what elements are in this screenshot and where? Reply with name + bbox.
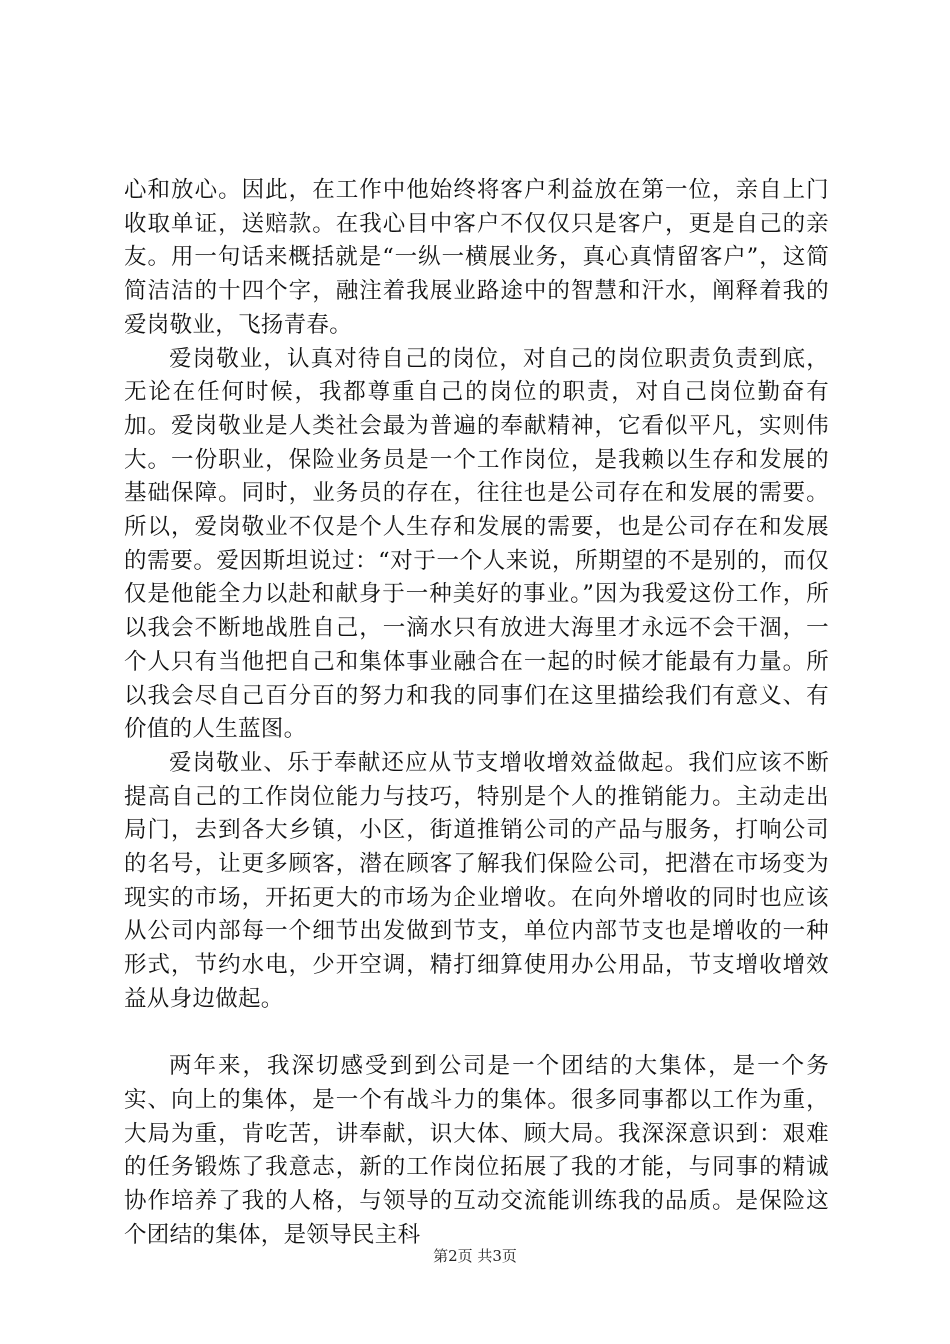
paragraph-2: 爱岗敬业，认真对待自己的岗位，对自己的岗位职责负责到底，无论在任何时候，我都尊重自己的岗位的职责，对自己岗位勤奋有加。爱岗敬业是人类社会最为普遍的奉献精神，它看似平凡，实则伟大。一份职业，保险业务员是一个工作岗位，是我赖以生存和发展的基础保障。同时，业务员的存在，往往也是公司存在和发展的需要。所以，爱岗敬业不仅是个人生存和发展的需要，也是公司存在和发展的需要。爱因斯坦说过：“对于一个人来说，所期望的不是别的，而仅仅是他能全力以赴和献身于一种美好的事业。”因为我爱这份工作，所以我会不断地战胜自己，一滴水只有放进大海里才永远不会干涸，一个人只有当他把自己和集体事业融合在一起的时候才能最有力量。所以我会尽自己百分百的努力和我的同事们在这里描绘我们有意义、有价值的人生蓝图。 <box>124 345 829 743</box>
paragraph-4: 两年来，我深切感受到到公司是一个团结的大集体，是一个务实、向上的集体，是一个有战斗力的集体。很多同事都以工作为重，大局为重，肯吃苦，讲奉献，识大体、顾大局。我深深意识到：艰难的任务锻炼了我意志，新的工作岗位拓展了我的才能，与同事的精诚协作培养了我的人格，与领导的互动交流能训练我的品质。是保险这个团结的集体，是领导民主科 <box>124 1053 829 1248</box>
paragraph-gap <box>124 1017 829 1051</box>
paragraph-3: 爱岗敬业、乐于奉献还应从节支增收增效益做起。我们应该不断提高自己的工作岗位能力与技巧，特别是个人的推销能力。主动走出局门，去到各大乡镇，小区，街道推销公司的产品与服务，打响公司的名号，让更多顾客，潜在顾客了解我们保险公司，把潜在市场变为现实的市场，开拓更大的市场为企业增收。在向外增收的同时也应该从公司内部每一个细节出发做到节支，单位内部节支也是增收的一种形式，节约水电，少开空调，精打细算使用办公用品，节支增收增效益从身边做起。 <box>124 749 829 1012</box>
document-body <box>124 174 829 1252</box>
paragraph-1: 心和放心。因此，在工作中他始终将客户利益放在第一位，亲自上门收取单证，送赔款。在我心目中客户不仅仅只是客户，更是自己的亲友。用一句话来概括就是“一纵一横展业务，真心真情留客户”，这简简洁洁的十四个字，融注着我展业路途中的智慧和汗水，阐释着我的爱岗敬业，飞扬青春。 <box>124 177 829 338</box>
page-number-footer: 第2页 共3页 <box>433 1247 517 1265</box>
